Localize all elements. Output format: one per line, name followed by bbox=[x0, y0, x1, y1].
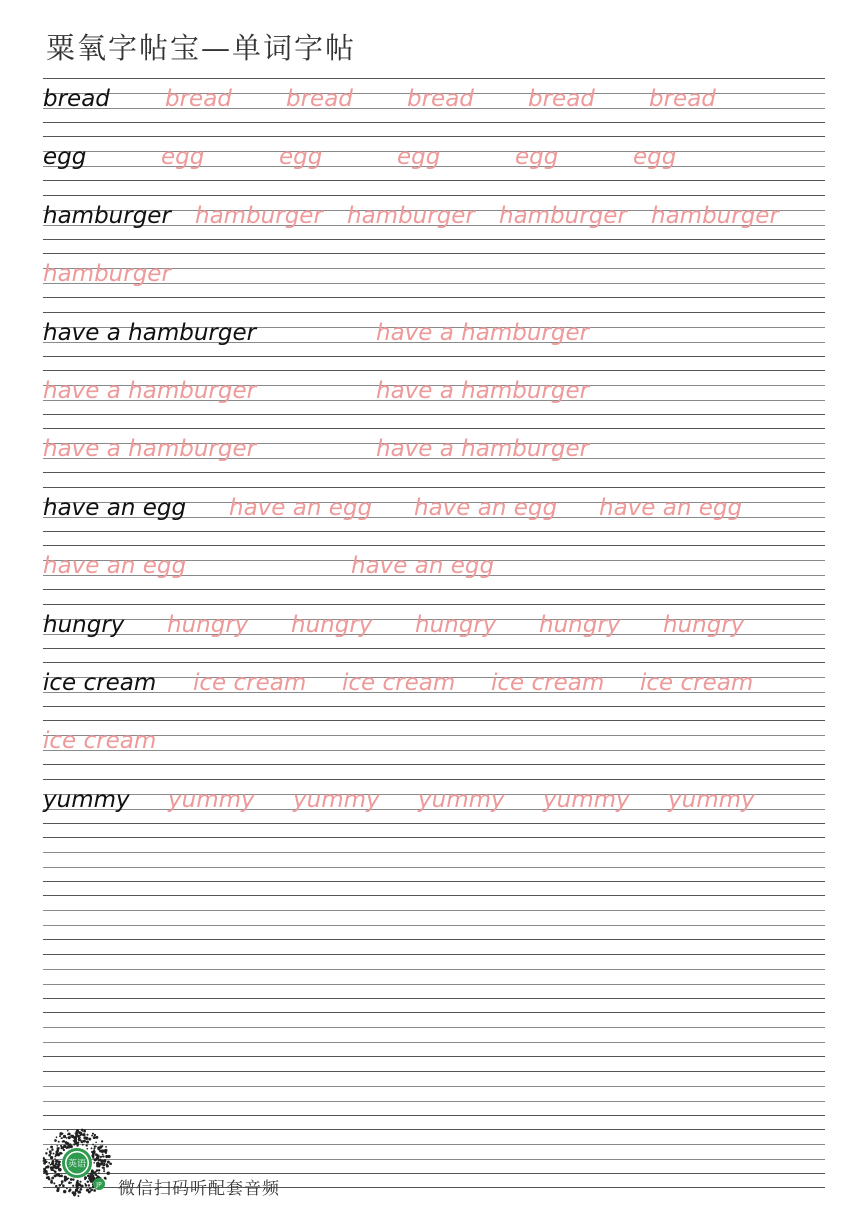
footer bbox=[42, 1128, 342, 1200]
ruling-line bbox=[43, 984, 825, 985]
model-word: ice cream bbox=[43, 669, 157, 696]
ruling-line bbox=[43, 662, 825, 663]
qr-code-icon[interactable] bbox=[42, 1128, 112, 1198]
ruling-line bbox=[43, 823, 825, 824]
ruling-line bbox=[43, 735, 825, 736]
trace-word: yummy bbox=[543, 786, 630, 813]
trace-word: bread bbox=[286, 86, 353, 112]
trace-word: egg bbox=[279, 144, 323, 171]
ruling-line bbox=[43, 648, 825, 649]
ruling-line bbox=[43, 356, 825, 357]
ruling-line bbox=[43, 895, 825, 896]
practice-row bbox=[43, 1012, 825, 1070]
ruling-line bbox=[43, 545, 825, 546]
ruling-line bbox=[43, 312, 825, 313]
ruling-line bbox=[43, 720, 825, 721]
ruling-line bbox=[43, 1071, 825, 1072]
practice-row bbox=[43, 954, 825, 1012]
ruling-line bbox=[43, 297, 825, 298]
audio-caption: 微信扫码听配套音频 bbox=[118, 1179, 280, 1199]
ruling-line bbox=[43, 589, 825, 590]
trace-word: have an egg bbox=[229, 494, 373, 521]
model-word: yummy bbox=[43, 786, 130, 813]
trace-word: egg bbox=[161, 144, 205, 171]
trace-word: hungry bbox=[167, 611, 249, 638]
trace-word: hungry bbox=[291, 611, 373, 638]
ruling-line bbox=[43, 910, 825, 911]
trace-word: yummy bbox=[668, 786, 755, 813]
practice-row bbox=[43, 720, 825, 778]
qr-sub-label: JP bbox=[96, 1181, 102, 1189]
trace-word: have a hamburger bbox=[376, 436, 590, 463]
page-title: 粟氧字帖宝—单词字帖 bbox=[46, 31, 357, 65]
trace-word: hamburger bbox=[195, 202, 323, 229]
trace-word: yummy bbox=[418, 786, 505, 813]
trace-word: ice cream bbox=[640, 669, 754, 696]
model-word: have a hamburger bbox=[43, 319, 257, 346]
ruling-line bbox=[43, 881, 825, 882]
trace-word: hungry bbox=[663, 611, 745, 638]
trace-word: have an egg bbox=[351, 553, 495, 580]
practice-row bbox=[43, 1071, 825, 1129]
ruling-line bbox=[43, 1012, 825, 1013]
practice-row bbox=[43, 428, 825, 486]
ruling-line bbox=[43, 779, 825, 780]
model-word: bread bbox=[43, 86, 110, 112]
trace-word: yummy bbox=[293, 786, 380, 813]
trace-word: ice cream bbox=[491, 669, 605, 696]
practice-row bbox=[43, 662, 825, 720]
practice-row bbox=[43, 604, 825, 662]
trace-word: ice cream bbox=[193, 669, 307, 696]
ruling-line bbox=[43, 1042, 825, 1043]
trace-word: egg bbox=[633, 144, 677, 171]
trace-word: have a hamburger bbox=[43, 436, 257, 463]
ruling-line bbox=[43, 954, 825, 955]
trace-word: hungry bbox=[539, 611, 621, 638]
practice-row bbox=[43, 253, 825, 311]
trace-word: have an egg bbox=[414, 494, 558, 521]
practice-row bbox=[43, 78, 825, 136]
ruling-line bbox=[43, 604, 825, 605]
trace-word: hamburger bbox=[499, 202, 627, 229]
ruling-line bbox=[43, 180, 825, 181]
trace-word: have a hamburger bbox=[376, 319, 590, 346]
ruling-line bbox=[43, 428, 825, 429]
ruling-line bbox=[43, 122, 825, 123]
trace-word: egg bbox=[515, 144, 559, 171]
trace-word: bread bbox=[407, 86, 474, 112]
ruling-line bbox=[43, 852, 825, 853]
trace-word: have an egg bbox=[599, 494, 743, 521]
trace-word: ice cream bbox=[43, 728, 157, 755]
ruling-line bbox=[43, 1115, 825, 1116]
ruling-line bbox=[43, 239, 825, 240]
ruling-line bbox=[43, 1101, 825, 1102]
model-word: have an egg bbox=[43, 494, 187, 521]
model-word: hungry bbox=[43, 611, 125, 638]
trace-word: yummy bbox=[168, 786, 255, 813]
ruling-line bbox=[43, 867, 825, 868]
practice-row bbox=[43, 895, 825, 953]
ruling-line bbox=[43, 195, 825, 196]
practice-row bbox=[43, 545, 825, 603]
trace-word: hamburger bbox=[43, 261, 171, 288]
ruling-line bbox=[43, 487, 825, 488]
ruling-line bbox=[43, 706, 825, 707]
practice-row bbox=[43, 370, 825, 428]
qr-badge-label: 英语 bbox=[67, 1159, 87, 1170]
practice-row bbox=[43, 487, 825, 545]
trace-word: bread bbox=[528, 86, 595, 112]
trace-word: have a hamburger bbox=[43, 377, 257, 404]
trace-word: hungry bbox=[415, 611, 497, 638]
ruling-line bbox=[43, 998, 825, 999]
ruling-line bbox=[43, 764, 825, 765]
trace-word: egg bbox=[397, 144, 441, 171]
practice-row bbox=[43, 136, 825, 194]
trace-word: have a hamburger bbox=[376, 377, 590, 404]
ruling-line bbox=[43, 925, 825, 926]
model-word: hamburger bbox=[43, 202, 171, 229]
practice-row bbox=[43, 312, 825, 370]
ruling-line bbox=[43, 939, 825, 940]
ruling-line bbox=[43, 370, 825, 371]
ruling-line bbox=[43, 531, 825, 532]
ruling-line bbox=[43, 472, 825, 473]
trace-word: hamburger bbox=[651, 202, 779, 229]
ruling-line bbox=[43, 78, 825, 79]
ruling-line bbox=[43, 136, 825, 137]
ruling-line bbox=[43, 969, 825, 970]
practice-row bbox=[43, 837, 825, 895]
practice-row bbox=[43, 779, 825, 837]
trace-word: ice cream bbox=[342, 669, 456, 696]
trace-word: hamburger bbox=[347, 202, 475, 229]
ruling-line bbox=[43, 750, 825, 751]
ruling-line bbox=[43, 253, 825, 254]
ruling-line bbox=[43, 1086, 825, 1087]
ruling-line bbox=[43, 1056, 825, 1057]
trace-word: bread bbox=[165, 86, 232, 112]
practice-row bbox=[43, 195, 825, 253]
ruling-line bbox=[43, 1027, 825, 1028]
trace-word: bread bbox=[649, 86, 716, 112]
trace-word: have an egg bbox=[43, 553, 187, 580]
model-word: egg bbox=[43, 144, 87, 171]
ruling-line bbox=[43, 837, 825, 838]
ruling-line bbox=[43, 414, 825, 415]
writing-sheet bbox=[43, 78, 825, 1188]
